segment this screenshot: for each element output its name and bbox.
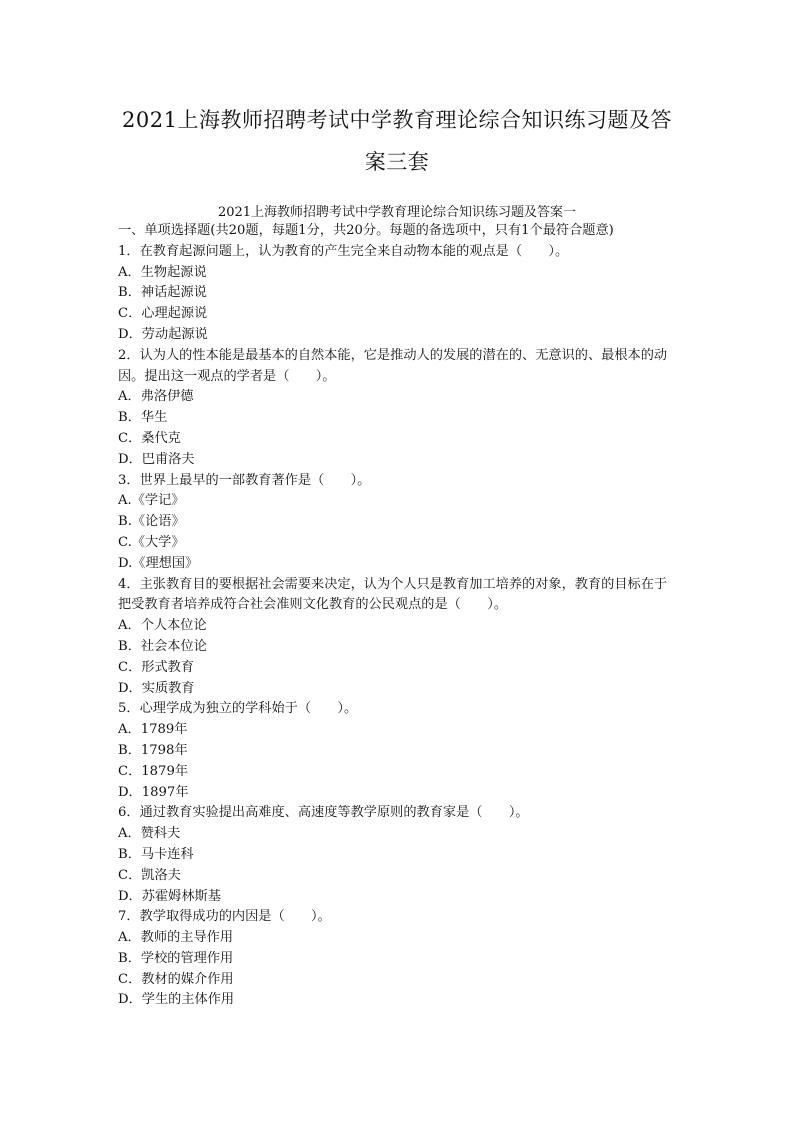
option-list	[118, 616, 678, 699]
option-b: B．马卡连科	[118, 846, 194, 862]
option-a: A．赞科夫	[118, 826, 181, 842]
section-heading: 一、单项选择题(共20题，每题1分，共20分。每题的备选项中，只有1个最符合题意)	[118, 223, 614, 238]
question-stem: 5．心理学成为独立的学科始于（ ）。	[118, 701, 358, 717]
option-d: D．巴甫洛夫	[118, 451, 195, 467]
question-stem: 3．世界上最早的一部教育著作是（ ）。	[118, 472, 371, 488]
document-body	[118, 221, 678, 1011]
question-stem: 1．在教育起源问题上，认为教育的产生完全来自动物本能的观点是（ ）。	[118, 243, 569, 259]
question-2	[118, 346, 678, 471]
option-c: C．心理起源说	[118, 306, 208, 322]
question-4	[118, 575, 678, 700]
option-d: D．学生的主体作用	[118, 992, 235, 1008]
question-7	[118, 907, 678, 1011]
option-d: D．苏霍姆林斯基	[118, 888, 221, 904]
question-3	[118, 471, 678, 575]
option-c: C．桑代克	[118, 430, 181, 446]
option-list	[118, 928, 678, 1011]
question-stem: 6．通过教育实验提出高难度、高速度等教学原则的教育家是（ ）。	[118, 805, 529, 821]
question-stem: 2．认为人的性本能是最基本的自然本能，它是推动人的发展的潜在的、无意识的、最根本的动因。提出这一观点的学者是（ ）。	[118, 347, 668, 384]
option-c: C．教材的媒介作用	[118, 971, 234, 987]
option-b: B．神话起源说	[118, 285, 207, 301]
option-list	[118, 263, 678, 346]
option-list	[118, 491, 678, 574]
question-1	[118, 242, 678, 346]
option-d: D．1897年	[118, 784, 189, 800]
option-d: D.《理想国》	[118, 555, 199, 571]
exam-set-subtitle: 2021上海教师招聘考试中学教育理论综合知识练习题及答案一	[217, 205, 577, 220]
option-b: B．华生	[118, 410, 168, 426]
question-6	[118, 803, 678, 907]
option-d: D．实质教育	[118, 680, 195, 696]
question-stem: 4．主张教育目的要根据社会需要来决定，认为个人只是教育加工培养的对象，教育的目标在于把受教育者培养成符合社会准则文化教育的公民观点的是（ ）。	[118, 576, 668, 613]
option-a: A．个人本位论	[118, 618, 207, 634]
option-a: A．弗洛伊德	[118, 389, 194, 405]
option-b: B．学校的管理作用	[118, 950, 234, 966]
option-b: B．社会本位论	[118, 638, 207, 654]
option-c: C．形式教育	[118, 659, 195, 675]
option-a: A．1789年	[118, 722, 188, 738]
question-5	[118, 699, 678, 803]
option-d: D．劳动起源说	[118, 326, 208, 342]
option-list	[118, 387, 678, 470]
option-c: C．凯洛夫	[118, 867, 181, 883]
option-b: B．1798年	[118, 742, 188, 758]
option-b: B.《论语》	[118, 514, 185, 530]
option-c: C.《大学》	[118, 534, 185, 550]
option-a: A．教师的主导作用	[118, 930, 234, 946]
option-list	[118, 720, 678, 803]
document-title-line-1: 2021上海教师招聘考试中学教育理论综合知识练习题及答	[122, 108, 672, 132]
option-c: C．1879年	[118, 763, 189, 779]
option-a: A.《学记》	[118, 493, 185, 509]
option-a: A．生物起源说	[118, 264, 207, 280]
document-title-line-2: 案三套	[364, 150, 430, 174]
question-stem: 7．教学取得成功的内因是（ ）。	[118, 909, 331, 925]
option-list	[118, 824, 678, 907]
